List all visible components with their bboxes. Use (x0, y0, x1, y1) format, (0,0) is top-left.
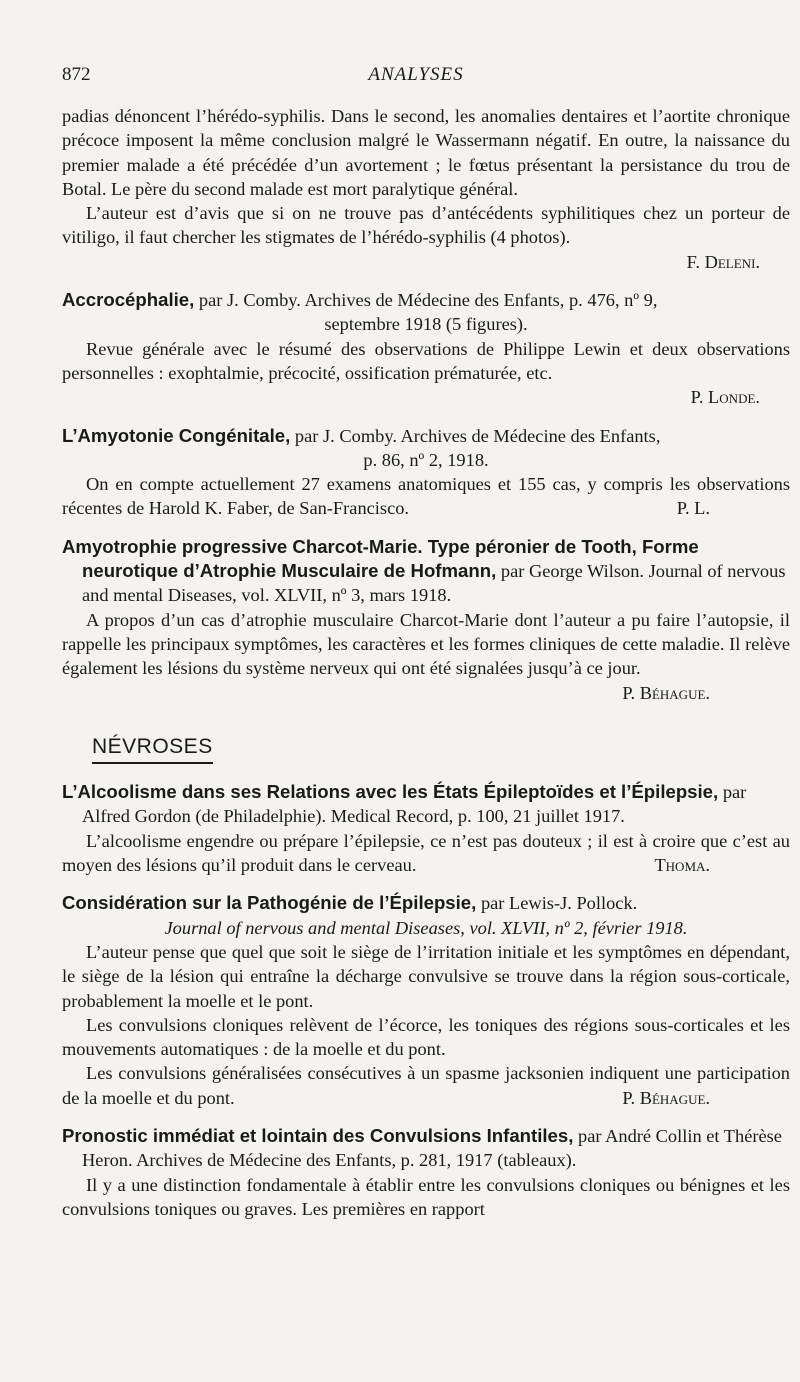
entry-reference-cont: septembre 1918 (5 figures). (324, 314, 528, 335)
running-title: ANALYSES (368, 64, 464, 85)
entry-reference: par George Wilson. Journal of nervous and mental Diseases, vol. XLVII, nº 3, mars 1918. (82, 561, 786, 606)
running-head (62, 64, 770, 88)
entry-heading (62, 288, 790, 312)
review-entry (62, 1124, 790, 1221)
review-entry (62, 891, 790, 1110)
review-entry (62, 535, 790, 705)
entry-title: L’Amyotonie Congénitale, (62, 424, 291, 446)
page-number: 872 (62, 64, 91, 85)
entry-reference-cont: p. 86, nº 2, 1918. (363, 449, 489, 470)
entry-heading (62, 535, 790, 608)
entry-reference: par J. Comby. Archives de Médecine des Enfants, p. 476, nº 9, (198, 290, 658, 311)
entry-text: Revue générale avec le résumé des observations de Philippe Lewin et deux observations personnelles : exophtalmie, précocité, ossification prématurée, etc. (62, 338, 790, 383)
entry-text: L’alcoolisme engendre ou prépare l’épilepsie, ce n’est pas douteux ; il est à croire que c’est au moyen des lésions qu’il produit dans le cerveau. Thoma. (62, 829, 790, 878)
entry-heading (62, 424, 790, 448)
signature: Thoma. (654, 855, 710, 876)
section-heading (92, 735, 790, 764)
entry-heading (62, 780, 790, 829)
entry-text: On en compte actuellement 27 examens anatomiques et 155 cas, y compris les observations récentes de Harold K. Faber, de San-Francisco. P. L. (62, 472, 790, 521)
signature: P. L. (676, 498, 710, 519)
entry-title: Accrocéphalie, (62, 289, 195, 311)
entry-title: Amyotrophie progressive Charcot-Marie. Type péronier de Tooth, Forme neurotique d’Atrophie Musculaire de Hofmann, (62, 535, 699, 582)
entry-reference: par Alfred Gordon (de Philadelphie). Medical Record, p. 100, 21 juillet 1917. (82, 782, 747, 827)
entry-title: Pronostic immédiat et lointain des Convulsions Infantiles, (62, 1124, 574, 1146)
intro-paragraph: L’auteur est d’avis que si on ne trouve pas d’antécédents syphilitiques chez un porteur de vitiligo, il faut chercher les stigmates de l’hérédo-syphilis (4 photos). (62, 203, 790, 248)
entry-reference: par André Collin et Thérèse Heron. Archives de Médecine des Enfants, p. 281, 1917 (tableaux). (82, 1125, 782, 1171)
signature: P. Londe. (690, 387, 760, 408)
entry-heading (62, 1124, 790, 1173)
signature: P. Béhague. (622, 682, 710, 703)
signature: P. Béhague. (622, 1087, 710, 1108)
entry-title: L’Alcoolisme dans ses Relations avec les États Épileptoïdes et l’Épilepsie, (62, 781, 719, 803)
review-entry (62, 288, 790, 409)
signature: F. Deleni. (686, 251, 760, 272)
entry-text: Les convulsions généralisées consécutives à un spasme jacksonien indiquent une participation de la moelle et du pont. P. Béhague. (62, 1061, 790, 1110)
entry-title: Considération sur la Pathogénie de l’Épilepsie, (62, 892, 477, 914)
entry-reference: par Lewis-J. Pollock. (480, 893, 638, 914)
entry-text: A propos d’un cas d’atrophie musculaire Charcot-Marie dont l’auteur a pu faire l’autopsie, il rappelle les principaux symptômes, les caractères et les formes cliniques de cette maladie. Il relève également les lésions du système nerveux qui ont été signalées jusqu’à ce jour. P. Béhague. (62, 608, 790, 681)
page-body (62, 104, 790, 1221)
intro-paragraph: padias dénoncent l’hérédo-syphilis. Dans le second, les anomalies dentaires et l’aortite chronique précoce imposent la même conclusion malgré le Wassermann négatif. En outre, la naissance du premier malade a été précédée d’un avortement ; le fœtus présentant la persistance du trou de Botal. Le père du second malade est mort paralytique général. (62, 106, 790, 199)
entry-text: L’auteur pense que quel que soit le siège de l’irritation initiale et les symptômes en dépendant, le siège de la lésion qui entraîne la décharge convulsive se trouve dans la région sous-corticale, probablement la moelle et le pont. (62, 941, 790, 1011)
review-entry (62, 780, 790, 877)
entry-text: Il y a une distinction fondamentale à établir entre les convulsions cloniques ou bénignes et les convulsions toniques ou graves. Les premières en rapport (62, 1174, 790, 1219)
entry-text: Les convulsions cloniques relèvent de l’écorce, les toniques des régions sous-corticales et les mouvements automatiques : de la moelle et du pont. (62, 1014, 790, 1060)
section-title: NÉVROSES (92, 735, 213, 764)
entry-heading (62, 891, 790, 915)
entry-reference-cont: Journal of nervous and mental Diseases, vol. XLVII, nº 2, février 1918. (164, 917, 688, 938)
entry-reference: par J. Comby. Archives de Médecine des Enfants, (294, 425, 661, 446)
review-entry (62, 424, 790, 521)
